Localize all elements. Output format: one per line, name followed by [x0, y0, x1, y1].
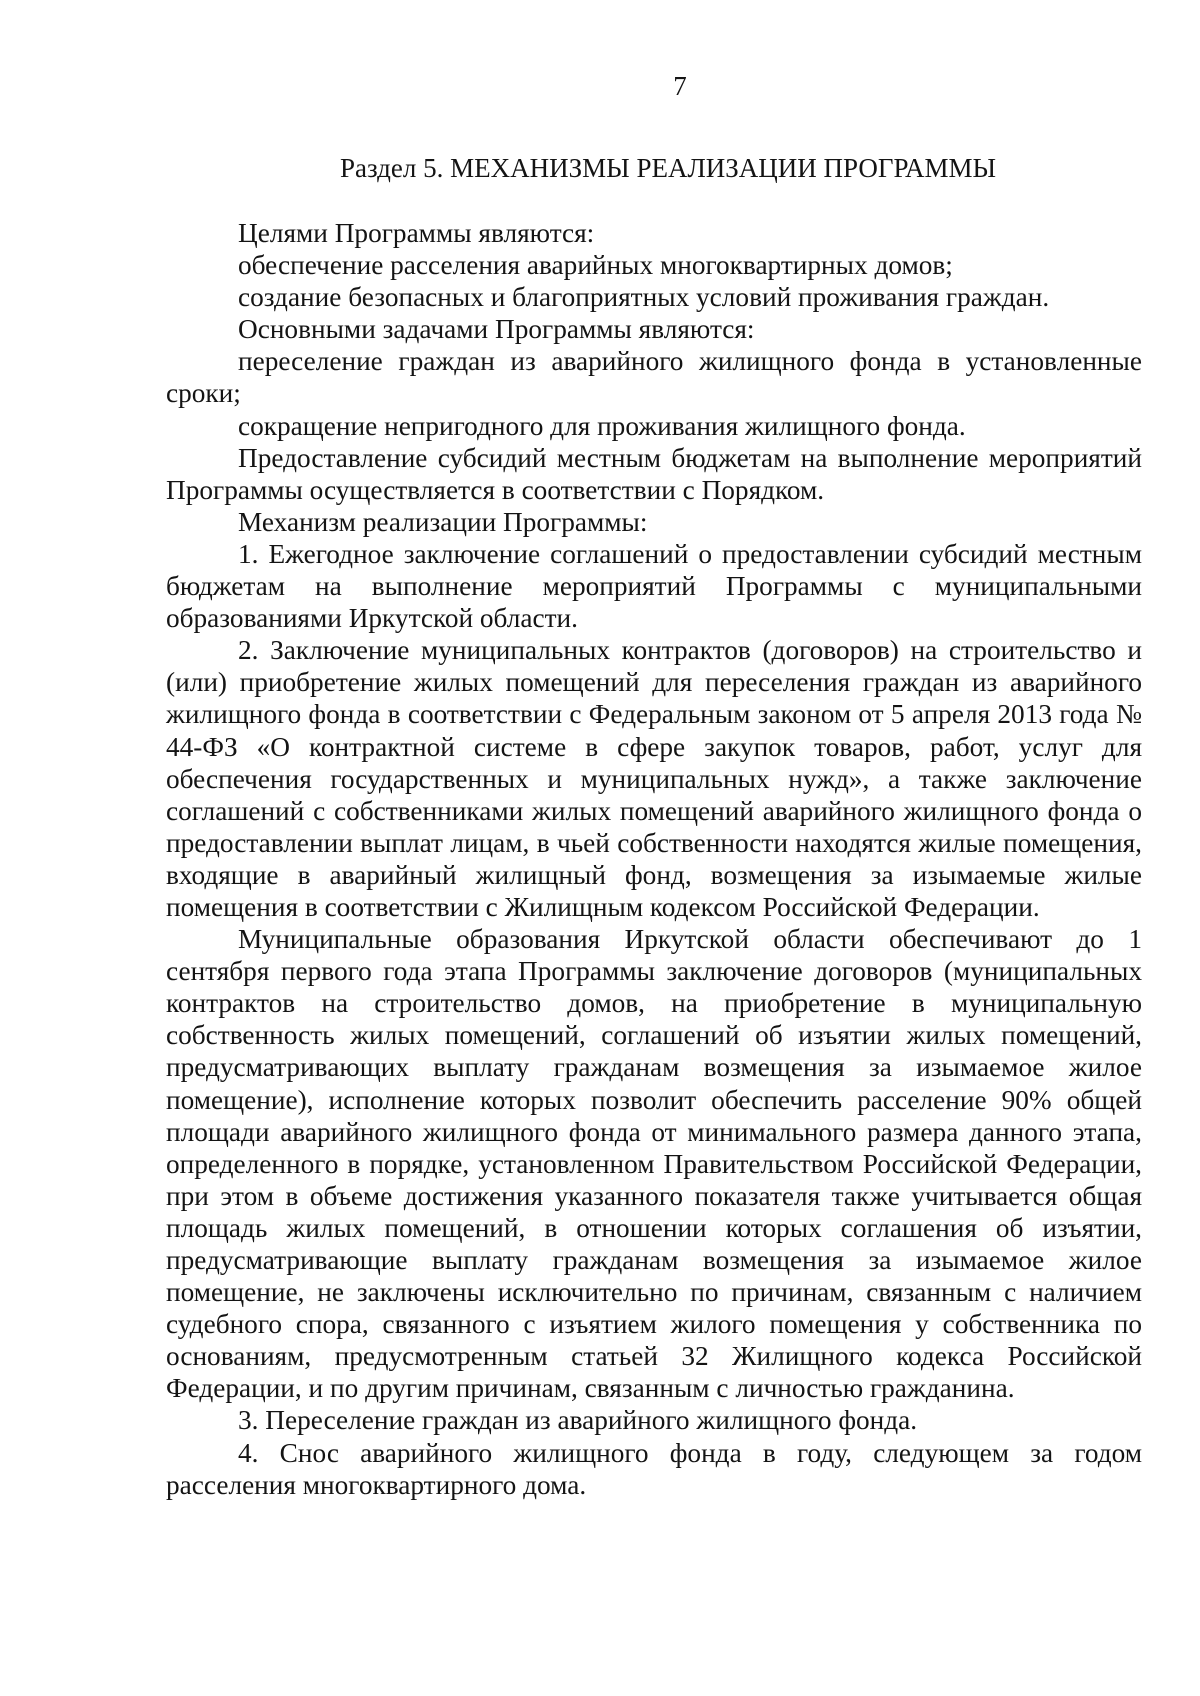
paragraph: Механизм реализации Программы:: [238, 506, 648, 537]
paragraph: обеспечение расселения аварийных многоквартирных домов;: [238, 250, 953, 281]
paragraph: 1. Ежегодное заключение соглашений о предоставлении субсидий местным бюджетам на выполнение мероприятий Программы с муниципальными образованиями Иркутской области.: [166, 538, 1142, 634]
paragraph: Муниципальные образования Иркутской области обеспечивают до 1 сентября первого года этапа Программы заключение договоров (муниципальных контрактов на строительство домов, на приобретение в муниципальную собственность жилых помещений, соглашений об изъятии жилых помещений, предусматривающих выплату гражданам возмещения за изымаемое жилое помещение), исполнение которых позволит обеспечить расселение 90% общей площади аварийного жилищного фонда от минимального размера данного этапа, определенного в порядке, установленном Правительством Российской Федерации, при этом в объеме достижения указанного показателя также учитывается общая площадь жилых помещений, в отношении которых соглашения об изъятии, предусматривающие выплату гражданам возмещения за изымаемое жилое помещение, не заключены исключительно по причинам, связанным с наличием судебного спора, связанного с изъятием жилого помещения у собственника по основаниям, предусмотренным статьей 32 Жилищного кодекса Российской Федерации, и по другим причинам, связанным с личностью гражданина.: [166, 924, 1142, 1404]
section-title: Раздел 5. МЕХАНИЗМЫ РЕАЛИЗАЦИИ ПРОГРАММЫ: [340, 153, 997, 183]
paragraph: 2. Заключение муниципальных контрактов (договоров) на строительство и (или) приобретение жилых помещений для переселения граждан из аварийного жилищного фонда в соответствии с Федеральным законом от 5 апреля 2013 года № 44-ФЗ «О контрактной системе в сфере закупок товаров, работ, услуг для обеспечения государственных и муниципальных нужд», а также заключение соглашений с собственниками жилых помещений аварийного жилищного фонда о предоставлении выплат лицам, в чьей собственности находятся жилые помещения, входящие в аварийный жилищный фонд, возмещения за изымаемые жилые помещения в соответствии с Жилищным кодексом Российской Федерации.: [166, 635, 1142, 922]
paragraph: 4. Снос аварийного жилищного фонда в году, следующем за годом расселения многоквартирного дома.: [166, 1437, 1142, 1500]
paragraph: переселение граждан из аварийного жилищного фонда в установленные сроки;: [166, 346, 1142, 409]
page-number: 7: [673, 71, 687, 101]
paragraph: 3. Переселение граждан из аварийного жилищного фонда.: [238, 1405, 918, 1436]
document-body: [166, 217, 1142, 1501]
paragraph: создание безопасных и благоприятных условий проживания граждан.: [238, 282, 1050, 313]
paragraph: Целями Программы являются:: [238, 218, 595, 248]
paragraph: Предоставление субсидий местным бюджетам на выполнение мероприятий Программы осуществляется в соответствии с Порядком.: [166, 442, 1142, 505]
paragraph: сокращение непригодного для проживания жилищного фонда.: [238, 410, 966, 441]
paragraph: Основными задачами Программы являются:: [238, 314, 755, 345]
